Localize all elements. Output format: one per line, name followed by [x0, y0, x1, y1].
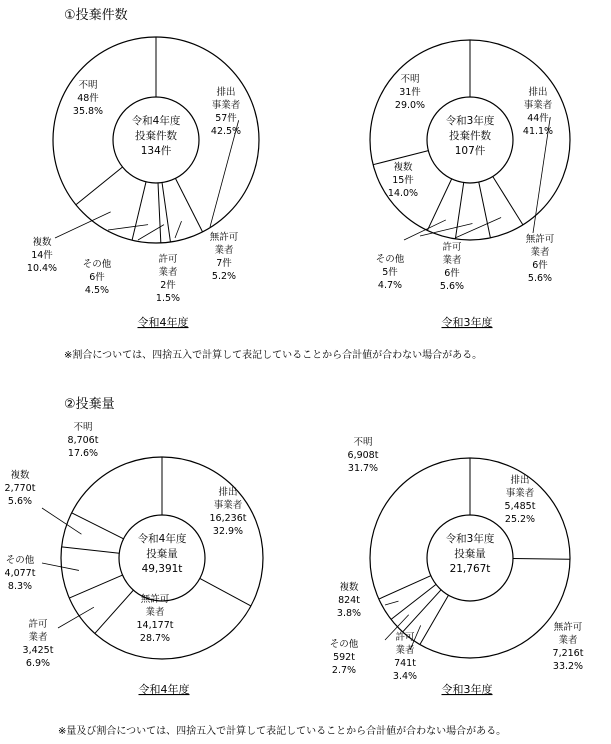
center-label: 21,767t: [449, 563, 491, 575]
slice-label-line: 無許可: [140, 594, 170, 605]
slice-label-line: 824t: [338, 595, 360, 606]
slice-label-line: 複数: [393, 162, 413, 173]
slice-label-line: 業者: [530, 247, 550, 258]
slice-label-line: 排出: [528, 87, 548, 98]
slice-label-line: 6,908t: [347, 450, 379, 461]
slice-label-line: その他: [375, 254, 405, 265]
slice-label-line: 3.4%: [392, 671, 418, 682]
slice-label-複数: [337, 581, 361, 619]
slice-label-その他: [83, 258, 112, 296]
slice-label-line: 排出: [218, 487, 238, 498]
slice-label-line: 592t: [333, 652, 355, 663]
slice-label-line: 2件: [160, 280, 176, 291]
slice-label-許可業者: [393, 631, 417, 682]
section2-title: ②投棄量: [64, 397, 115, 412]
slice-label-line: 業者: [214, 245, 234, 256]
slice-label-複数: [27, 236, 57, 274]
slice-label-line: 許可: [28, 619, 48, 630]
center-label: 投棄件数: [135, 130, 177, 142]
slice-label-line: 6件: [89, 272, 105, 283]
slice-label-line: その他: [5, 555, 35, 566]
slice-label-line: 事業者: [211, 100, 241, 111]
slice-label-line: 7件: [216, 258, 232, 269]
center-label: 令和4年度: [131, 115, 181, 127]
slice-label-line: 8.3%: [7, 581, 33, 592]
slice-label-line: 事業者: [523, 100, 553, 111]
slice-label-line: 5.2%: [211, 271, 237, 282]
slice-label-無許可業者: [553, 621, 584, 672]
slice-label-line: 2,770t: [4, 483, 36, 494]
slice-label-line: 48件: [77, 93, 99, 104]
chart-caption: 令和3年度: [441, 683, 493, 696]
slice-label-line: 31件: [399, 87, 421, 98]
slice-label-line: 複数: [32, 237, 52, 248]
slice-label-許可業者: [23, 618, 54, 669]
slice-label-line: 許可: [442, 242, 462, 253]
slice-label-line: 不明: [73, 422, 93, 433]
center-label: 投棄件数: [449, 130, 491, 142]
center-label: 投棄量: [454, 548, 486, 560]
slice-label-line: 不明: [400, 74, 420, 85]
slice-label-line: 10.4%: [26, 263, 58, 274]
slice-label-line: 事業者: [213, 500, 243, 511]
slice-label-line: 57件: [215, 113, 237, 124]
slice-label-line: 業者: [28, 632, 48, 643]
chart-caption: 令和4年度: [138, 683, 190, 696]
slice-label-許可業者: [156, 253, 180, 304]
slice-label-line: 5,485t: [504, 501, 536, 512]
slice-label-line: 41.1%: [522, 126, 554, 137]
chart-caption: 令和3年度: [441, 316, 493, 329]
slice-label-line: 4.7%: [377, 280, 403, 291]
slice-label-line: 15件: [392, 175, 414, 186]
slice-label-line: 業者: [158, 267, 178, 278]
slice-label-無許可業者: [210, 231, 239, 282]
center-label: 令和4年度: [137, 533, 187, 545]
slice-label-不明: [348, 437, 379, 474]
slice-label-line: 不明: [78, 80, 98, 91]
slice-label-line: 不明: [353, 437, 373, 448]
slice-label-line: 事業者: [505, 488, 535, 499]
center-label: 49,391t: [141, 563, 183, 575]
slice-label-line: 6件: [444, 268, 460, 279]
slice-label-line: 業者: [442, 255, 462, 266]
center-label: 投棄量: [146, 548, 178, 560]
slice-label-line: 5.6%: [439, 281, 465, 292]
slice-label-line: 35.8%: [72, 106, 104, 117]
slice-label-line: 32.9%: [212, 526, 244, 537]
center-label: 107件: [454, 145, 486, 157]
donut-chart-2: [370, 40, 570, 329]
slice-label-line: 33.2%: [552, 661, 584, 672]
section1-note: ※割合については、四捨五入で計算して表記していることから合計値が合わない場合がある。: [64, 350, 483, 361]
center-label: 134件: [140, 145, 172, 157]
center-label: 令和3年度: [445, 115, 495, 127]
slice-label-line: 複数: [10, 470, 30, 481]
slice-label-line: 無許可: [209, 232, 239, 243]
slice-label-line: その他: [82, 259, 112, 270]
slice-label-line: 5.6%: [527, 273, 553, 284]
slice-label-line: 741t: [394, 658, 416, 669]
slice-label-line: 25.2%: [504, 514, 536, 525]
slice-label-line: 業者: [395, 645, 415, 656]
slice-label-line: 排出: [216, 87, 236, 98]
slice-label-line: 7,216t: [552, 648, 584, 659]
slice-label-line: 16,236t: [209, 513, 247, 524]
slice-label-line: 5.6%: [7, 496, 33, 507]
slice-label-line: 6.9%: [25, 658, 51, 669]
slice-label-line: 許可: [395, 632, 415, 643]
slice-label-line: 5件: [382, 267, 398, 278]
slice-label-line: 4,077t: [4, 568, 36, 579]
slice-label-無許可業者: [526, 233, 555, 284]
slice-label-line: 1.5%: [155, 293, 181, 304]
slice-label-line: 17.6%: [67, 448, 99, 459]
center-label: 令和3年度: [445, 533, 495, 545]
slice-label-line: 42.5%: [210, 126, 242, 137]
slice-label-line: 2.7%: [331, 665, 357, 676]
slice-label-line: 無許可: [553, 622, 583, 633]
slice-label-line: 28.7%: [139, 633, 171, 644]
slice-label-line: 14,177t: [136, 620, 174, 631]
slice-label-line: 44件: [527, 113, 549, 124]
donut-chart-4: [330, 437, 584, 696]
slice-label-line: 4.5%: [84, 285, 110, 296]
slice-label-line: 排出: [510, 475, 530, 486]
chart-caption: 令和4年度: [137, 316, 189, 329]
slice-label-line: 複数: [339, 582, 359, 593]
slice-label-line: 31.7%: [347, 463, 379, 474]
slice-label-不明: [68, 422, 99, 459]
slice-label-line: 14件: [31, 250, 53, 261]
slice-label-line: 無許可: [525, 234, 555, 245]
slice-label-line: 3,425t: [22, 645, 54, 656]
slice-label-line: 3.8%: [336, 608, 362, 619]
slice-label-複数: [5, 469, 36, 507]
slice-label-line: 業者: [558, 635, 578, 646]
slice-label-その他: [5, 554, 36, 592]
section1-title: ①投棄件数: [64, 8, 128, 23]
slice-label-許可業者: [440, 241, 464, 292]
slice-label-line: 14.0%: [387, 188, 419, 199]
slice-label-line: 業者: [145, 607, 165, 618]
slice-label-その他: [330, 638, 359, 676]
slice-label-line: 8,706t: [67, 435, 99, 446]
donut-chart-3: [5, 422, 263, 696]
slice-label-その他: [376, 253, 405, 291]
section2-note: ※量及び割合については、四捨五入で計算して表記していることから合計値が合わない場合がある。: [58, 726, 507, 737]
donut-chart-1: [27, 37, 259, 329]
slice-label-line: 29.0%: [394, 100, 426, 111]
slice-label-line: 許可: [158, 254, 178, 265]
slice-label-line: その他: [329, 639, 359, 650]
slice-label-line: 6件: [532, 260, 548, 271]
